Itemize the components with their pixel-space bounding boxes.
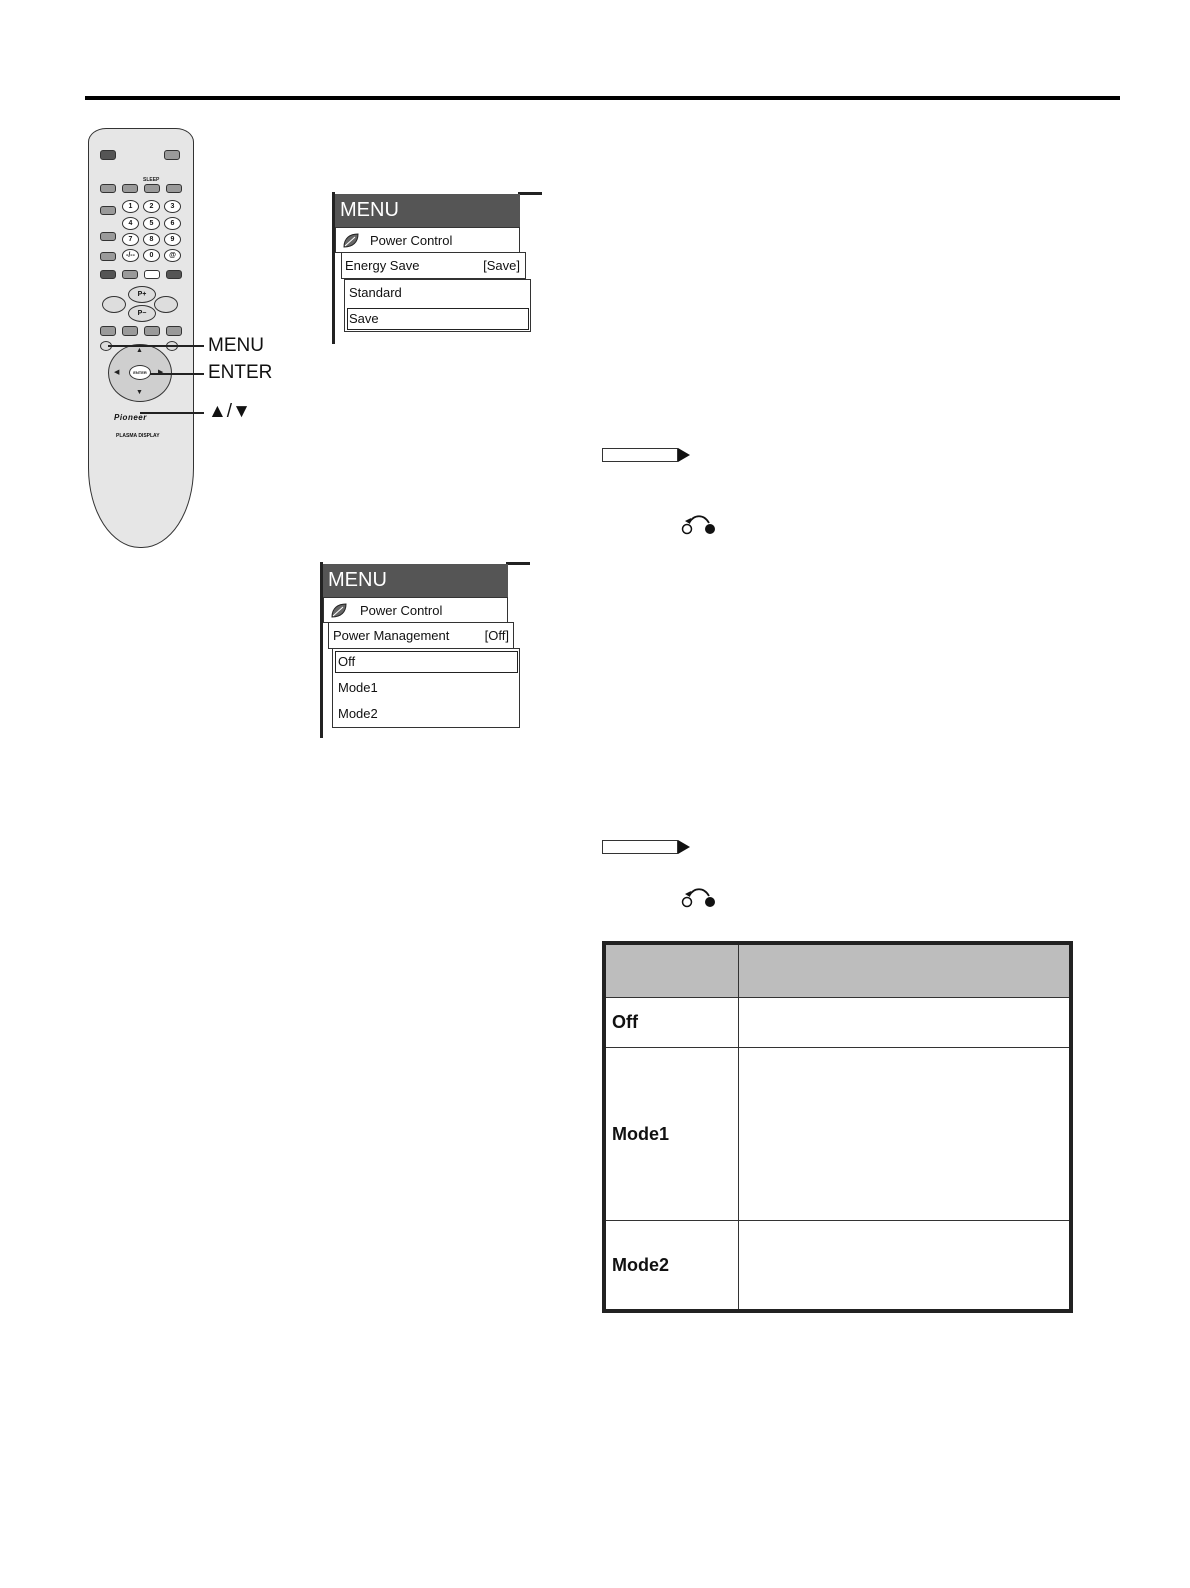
remote-up-arrow-icon: ▲: [136, 347, 143, 354]
remote-num-button: 8: [143, 233, 160, 246]
remote-side-button: [100, 252, 116, 261]
remote-side-button: [100, 206, 116, 215]
remote-num-button: 9: [164, 233, 181, 246]
table-cell: [739, 1048, 1072, 1221]
remote-num-button: 1: [122, 200, 139, 213]
remote-vol-plus-button: [154, 296, 178, 313]
remote-button: [100, 326, 116, 336]
remote-num-button: 7: [122, 233, 139, 246]
table-header-cell: [604, 943, 739, 998]
energy-save-menu: [332, 192, 542, 344]
menu-option: Mode1: [338, 680, 378, 695]
table-row-label: Off: [604, 998, 739, 1048]
remote-num-button: -/--: [122, 249, 139, 262]
remote-model-label: PLASMA DISPLAY: [116, 433, 160, 439]
remote-down-arrow-icon: ▼: [136, 389, 143, 396]
menu-category-label: Power Control: [370, 233, 453, 248]
table-cell: [739, 998, 1072, 1048]
menu-leader-line: [108, 345, 204, 347]
menu-item-row: [328, 622, 514, 649]
menu-option: Standard: [349, 285, 402, 300]
menu-option: Off: [338, 654, 356, 669]
remote-control: [88, 128, 194, 548]
menu-category-row: [335, 227, 520, 253]
table-row-label: Mode2: [604, 1221, 739, 1311]
remote-button: [144, 326, 160, 336]
remote-num-button: 3: [164, 200, 181, 213]
remote-side-button: [100, 232, 116, 241]
table-header-row: [604, 943, 1071, 998]
power-management-menu: [320, 562, 530, 738]
remote-color-button: [122, 270, 138, 279]
remote-color-button: [144, 270, 160, 279]
remote-left-arrow-icon: ◀: [114, 369, 120, 376]
table-row: [604, 998, 1071, 1048]
return-icon: [680, 512, 718, 536]
remote-button: [166, 326, 182, 336]
updown-callout: ▲/▼: [208, 401, 251, 422]
power-management-table: [602, 941, 1073, 1313]
leaf-icon: [330, 602, 348, 619]
table-cell: [739, 1221, 1072, 1311]
enter-callout: ENTER: [208, 362, 273, 383]
menu-item-value: [Off]: [484, 628, 509, 643]
header-rule: [85, 96, 1120, 100]
menu-item-label: Power Management: [333, 628, 450, 643]
remote-num-button: 0: [143, 249, 160, 262]
return-icon: [680, 885, 718, 909]
menu-item-row: [341, 252, 526, 279]
remote-button: [122, 184, 138, 193]
remote-vol-minus-button: [102, 296, 126, 313]
menu-options-box: [344, 279, 531, 332]
remote-power-button: [100, 150, 116, 160]
menu-item-value: [Save]: [483, 258, 520, 273]
note-tag: [602, 840, 678, 854]
menu-callout: MENU: [208, 335, 264, 356]
remote-p-plus-button: P+: [128, 286, 156, 303]
leaf-icon: [342, 232, 360, 249]
menu-title: MENU: [323, 564, 508, 597]
remote-input-button: [164, 150, 180, 160]
remote-num-button: @: [164, 249, 181, 262]
remote-num-button: 6: [164, 217, 181, 230]
updown-leader-line: [140, 412, 204, 414]
remote-sleep-button: [144, 184, 160, 193]
remote-num-button: 5: [143, 217, 160, 230]
table-row: [604, 1221, 1071, 1311]
menu-category-row: [323, 597, 508, 623]
remote-button: [166, 184, 182, 193]
remote-sleep-label: SLEEP: [143, 177, 160, 183]
remote-enter-button: ENTER: [129, 365, 151, 380]
remote-right-arrow-icon: [158, 368, 163, 376]
menu-item-label: Energy Save: [345, 258, 420, 273]
remote-button: [122, 326, 138, 336]
remote-button: [100, 184, 116, 193]
menu-option: Mode2: [338, 706, 378, 721]
note-tag: [602, 448, 678, 462]
remote-num-button: 2: [143, 200, 160, 213]
menu-options-box: [332, 648, 520, 728]
menu-option: Save: [349, 311, 379, 326]
menu-selection-highlight: [335, 651, 518, 673]
table-header-cell: [739, 943, 1072, 998]
remote-num-button: 4: [122, 217, 139, 230]
remote-color-button: [100, 270, 116, 279]
menu-category-label: Power Control: [360, 603, 443, 618]
note-arrow-icon: [678, 448, 690, 462]
remote-p-minus-button: P−: [128, 305, 156, 322]
remote-color-button: [166, 270, 182, 279]
table-row: [604, 1048, 1071, 1221]
table-row-label: Mode1: [604, 1048, 739, 1221]
enter-leader-line: [150, 373, 204, 375]
note-arrow-icon: [678, 840, 690, 854]
remote-brand-logo: Pioneer: [114, 413, 147, 422]
menu-title: MENU: [335, 194, 520, 227]
